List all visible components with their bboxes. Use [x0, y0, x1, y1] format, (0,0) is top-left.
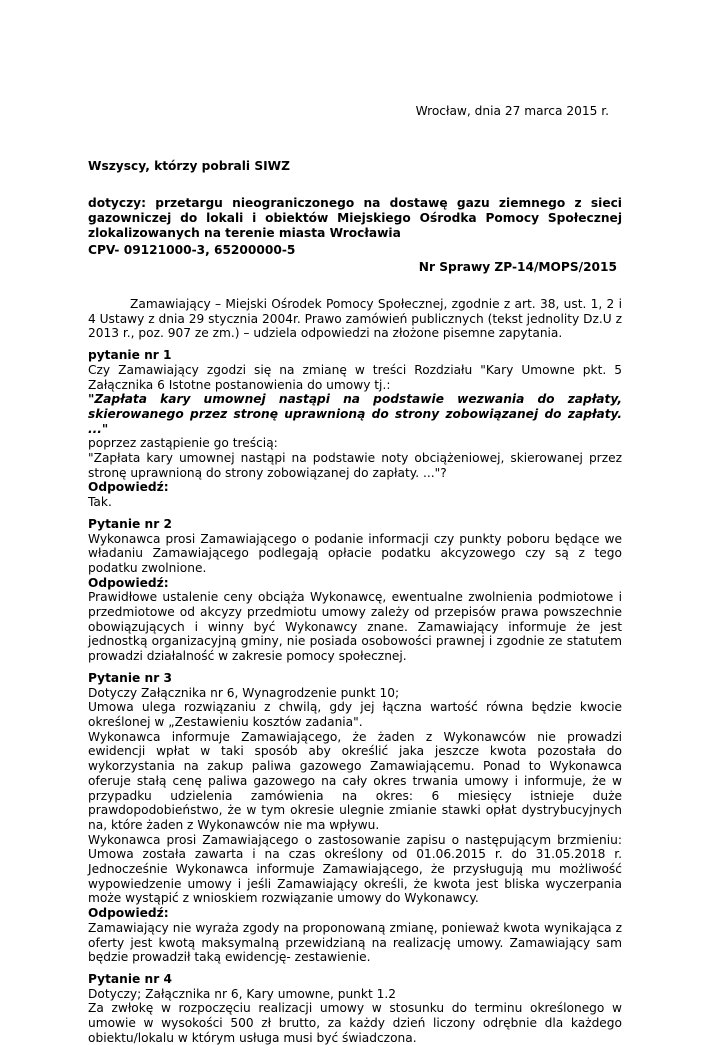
- answer-2-label: Odpowiedź:: [88, 575, 169, 590]
- answer-3-label: Odpowiedź:: [88, 906, 169, 921]
- subject-line: dotyczy: przetargu nieograniczonego na dostawę gazu ziemnego z sieci gazowniczej do lokali i obiektów Miejskiego Ośrodka Pomocy Społecznej zlokalizowanych na terenie miasta Wrocławia: [88, 196, 622, 240]
- question-4-title: Pytanie nr 4: [88, 971, 172, 986]
- question-1-text-3: "Zapłata kary umownej nastąpi na podstawie noty obciążeniowej, skierowanej przez stronę uprawnioną do strony zobowiązanej do zapłaty. ..."?: [88, 451, 622, 480]
- question-3-text-1: Dotyczy Załącznika nr 6, Wynagrodzenie punkt 10;: [88, 685, 400, 700]
- question-1-title: pytanie nr 1: [88, 348, 172, 363]
- case-number: Nr Sprawy ZP-14/MOPS/2015: [418, 260, 617, 274]
- intro-paragraph: Zamawiający – Miejski Ośrodek Pomocy Społecznej, zgodnie z art. 38, ust. 1, 2 i 4 Ustawy z dnia 29 stycznia 2004r. Prawo zamówień publicznych (tekst jednolity Dz.U z 2013 r., poz. 907 ze zm.) – udziela odpowiedzi na złożone pisemne zapytania.: [88, 297, 622, 341]
- answer-1-label: Odpowiedź:: [88, 480, 169, 495]
- answer-3-text: Zamawiający nie wyraża zgody na proponowaną zmianę, ponieważ kwota wynikająca z oferty jest kwotą maksymalną przewidzianą na realizację umowy. Zamawiający sam będzie prowadził taką ewidencję- zestawienie.: [88, 920, 622, 965]
- question-1-text-2: poprzez zastąpienie go treścią:: [88, 436, 278, 451]
- question-3-title: Pytanie nr 3: [88, 670, 172, 685]
- document-body: [88, 297, 622, 1045]
- document-date: Wrocław, dnia 27 marca 2015 r.: [415, 104, 609, 118]
- question-4-text-1: Dotyczy; Załącznika nr 6, Kary umowne, punkt 1.2: [88, 986, 396, 1001]
- question-3-text-4: Wykonawca prosi Zamawiającego o zastosowanie zapisu o następującym brzmieniu: Umowa została zawarta i na czas określony od 01.06.2015 r. do 31.05.2018 r. Jednocześnie Wykonawca informuje Zamawiającego, że przysługują mu możliwość wypowiedzenie umowy i jeśli Zamawiający określi, że kwota jest bliska wyczerpania może wystąpić z wnioskiem rozwiązanie umowy do Wykonawcy.: [88, 832, 622, 906]
- addressee: Wszyscy, którzy pobrali SIWZ: [88, 159, 290, 173]
- question-1-quote: "Zapłata kary umownej nastąpi na podstawie wezwania do zapłaty, skierowanego przez stronę uprawnioną do strony zobowiązanej do zapłaty. ...": [88, 392, 622, 436]
- answer-1-text: Tak.: [88, 495, 112, 510]
- question-1-text: Czy Zamawiający zgodzi się na zmianę w treści Rozdziału "Kary Umowne pkt. 5 Załącznika 6 Istotne postanowienia do umowy tj.:: [88, 362, 622, 392]
- question-4-text-2: Za zwłokę w rozpoczęciu realizacji umowy w stosunku do terminu określonego w umowie w wysokości 500 zł brutto, za każdy dzień liczony odrębnie dla każdego obiektu/lokalu w którym usługa musi być świadczona.: [88, 1001, 622, 1045]
- question-2-text: Wykonawca prosi Zamawiającego o podanie informacji czy punkty poboru będące we władaniu Zamawiającego podlegają opłacie podatku akcyzowego czy są z tego podatku zwolnione.: [88, 531, 622, 575]
- question-2-title: Pytanie nr 2: [88, 516, 172, 531]
- cpv-codes: CPV- 09121000-3, 65200000-5: [88, 243, 296, 257]
- question-3-text-3: Wykonawca informuje Zamawiającego, że żaden z Wykonawców nie prowadzi ewidencji wpłat w taki sposób aby określić jaka jeszcze kwota pozostała do wykorzystania na zakup paliwa gazowego Zamawiającemu. Ponad to Wykonawca oferuje stałą cenę paliwa gazowego na cały okres trwania umowy i informuje, że w przypadku udzielenia zamówienia na okres: 6 miesięcy istnieje duże prawdopodobieństwo, że w tym okresie ulegnie zmianie stawki opłat dystrybucyjnych na, które żaden z Wykonawców nie ma wpływu.: [88, 729, 622, 832]
- answer-2-text: Prawidłowe ustalenie ceny obciąża Wykonawcę, ewentualne zwolnienia podmiotowe i przedmiotowe od akcyzy przedmiotu umowy zależy od przepisów prawa powszechnie obowiązujących i winny być Wykonawcy znane. Zamawiający informuje że jest jednostką organizacyjną gminy, nie posiada osobowości prawnej i zgodnie ze statutem prowadzi działalność w zakresie pomocy społecznej.: [88, 590, 622, 664]
- question-3-text-2: Umowa ulega rozwiązaniu z chwilą, gdy jej łączna wartość równa będzie kwocie określonej w „Zestawieniu kosztów zadania".: [88, 700, 622, 729]
